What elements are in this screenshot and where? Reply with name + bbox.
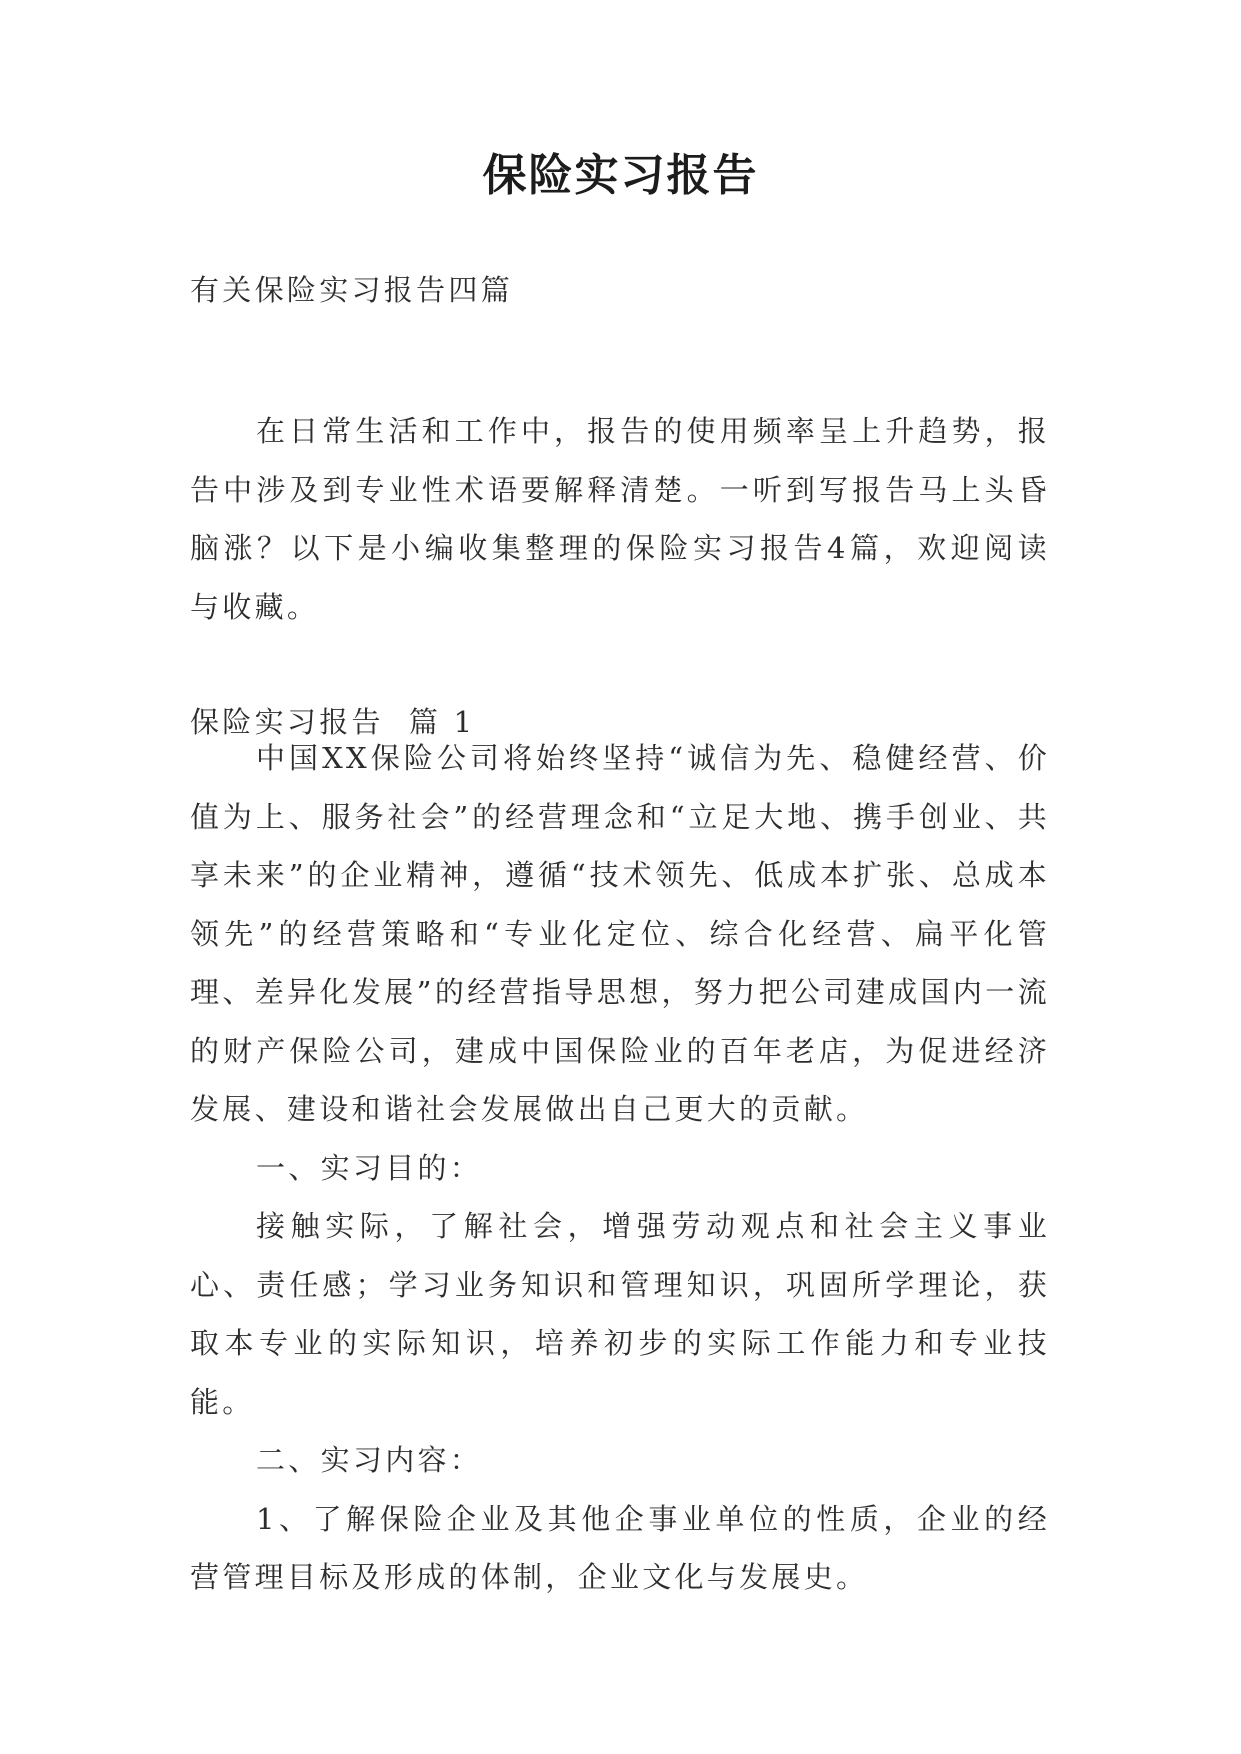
section-heading: 保险实习报告 篇 1 — [190, 705, 476, 739]
document-subtitle: 有关保险实习报告四篇 — [190, 273, 514, 307]
body-paragraph: 二、实习内容： — [256, 1443, 483, 1477]
document-title: 保险实习报告 — [482, 150, 759, 201]
body-paragraph: 中国XX保险公司将始终坚持“诚信为先、稳健经营、价值为上、服务社会”的经营理念和“立足大地、携手创业、共享未来”的企业精神，遵循“技术领先、低成本扩张、总成本领先”的经营策略和“专业化定位、综合化经营、扁平化管理、差异化发展”的经营指导思想，努力把公司建成国内一流的财产保险公司，建成中国保险业的百年老店，为促进经济发展、建设和谐社会发展做出自己更大的贡献。 — [190, 741, 1050, 1126]
body-paragraph: 1、了解保险企业及其他企事业单位的性质，企业的经营管理目标及形成的体制，企业文化与发展史。 — [190, 1501, 1050, 1594]
body-paragraph: 一、实习目的： — [256, 1150, 483, 1185]
section-body — [190, 729, 1050, 1607]
body-paragraph: 接触实际，了解社会，增强劳动观点和社会主义事业心、责任感；学习业务知识和管理知识，巩固所学理论，获取本专业的实际知识，培养初步的实际工作能力和专业技能。 — [190, 1209, 1050, 1419]
intro-paragraph: 在日常生活和工作中，报告的使用频率呈上升趋势，报告中涉及到专业性术语要解释清楚。一听到写报告马上头昏脑涨？以下是小编收集整理的保险实习报告4篇，欢迎阅读与收藏。 — [190, 414, 1050, 624]
